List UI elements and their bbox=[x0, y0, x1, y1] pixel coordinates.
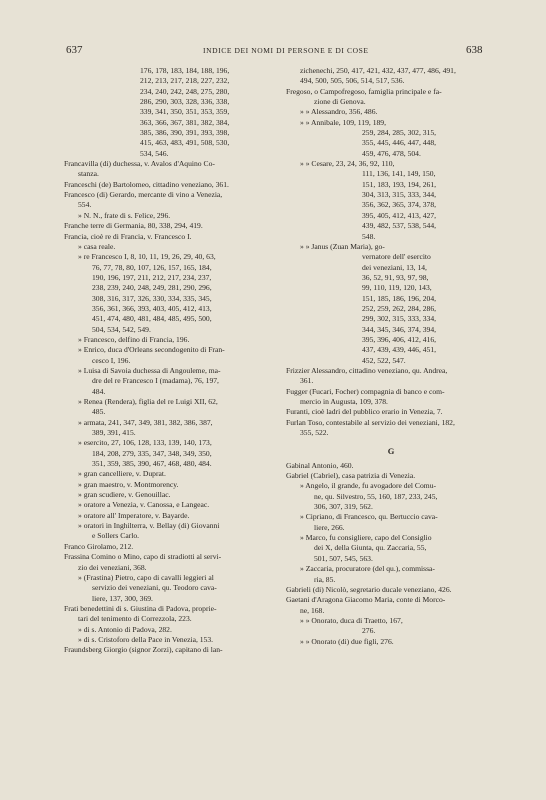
index-entry-line: Gabinal Antonio, 460. bbox=[286, 460, 354, 470]
index-entry-line: zione di Genova. bbox=[314, 97, 366, 107]
index-entry-line: Furanti, cioè ladri del pubblico erario in Venezia, 7. bbox=[286, 407, 443, 417]
index-entry-line: liere, 137, 300, 369. bbox=[92, 593, 153, 603]
index-entry-line: zio dei veneziani, 368. bbox=[78, 562, 147, 572]
index-entry-line: 534, 546. bbox=[140, 148, 169, 158]
index-entry-line: stanza. bbox=[78, 169, 99, 179]
index-entry-line: 494, 500, 505, 506, 514, 517, 536. bbox=[300, 76, 405, 86]
index-entry-line: » di s. Cristoforo della Pace in Venezia, 153. bbox=[78, 634, 214, 644]
index-entry-line: 344, 345, 346, 374, 394, bbox=[362, 324, 437, 334]
index-entry-line: 36, 52, 91, 93, 97, 98, bbox=[362, 272, 429, 282]
index-entry-line: » » Onorato, duca di Traetto, 167, bbox=[300, 615, 403, 625]
index-entry-line: 554. bbox=[78, 200, 92, 210]
index-entry-line: Franco Girolamo, 212. bbox=[64, 541, 134, 551]
left-page-number: 637 bbox=[66, 44, 83, 56]
index-entry-line: » Luisa di Savoia duchessa di Angouleme, ma- bbox=[78, 365, 221, 375]
index-entry-line: Frassina Comino o Mino, capo di stradiotti al servi- bbox=[64, 552, 222, 562]
index-entry-line: » Marco, fu consigliere, capo del Consiglio bbox=[300, 533, 432, 543]
index-entry-line: » Francesco, delfino di Francia, 196. bbox=[78, 334, 190, 344]
index-entry-line: » gran scudiere, v. Genouillac. bbox=[78, 490, 171, 500]
index-entry-line: 501, 507, 545, 563. bbox=[314, 553, 373, 563]
index-entry-line: » Enrico, duca d'Orleans secondogenito di Fran- bbox=[78, 345, 225, 355]
index-entry-line: ria, 85. bbox=[314, 574, 336, 584]
index-entry-line: 452, 522, 547. bbox=[362, 355, 406, 365]
index-entry-line: » » Janus (Zuan Maria), go- bbox=[300, 241, 385, 251]
index-entry-line: » casa reale. bbox=[78, 241, 116, 251]
index-entry-line: 439, 482, 537, 538, 544, bbox=[362, 221, 437, 231]
index-entry-line: » N. N., frate di s. Felice, 296. bbox=[78, 210, 171, 220]
index-entry-line: Gabriel (Cabriel), casa patrizia di Venezia. bbox=[286, 471, 416, 481]
index-entry-line: Fraundsberg Giorgio (signor Zorzi), capitano di lan- bbox=[64, 645, 223, 655]
index-entry-line: » » Alessandro, 356, 486. bbox=[300, 107, 378, 117]
index-entry-line: 151, 185, 186, 196, 204, bbox=[362, 293, 437, 303]
index-entry-line: 356, 361, 366, 393, 403, 405, 412, 413, bbox=[92, 303, 212, 313]
index-entry-line: 276. bbox=[362, 626, 376, 636]
index-entry-line: » » Annibale, 109, 119, 189, bbox=[300, 117, 386, 127]
index-entry-line: 385, 386, 390, 391, 393, 398, bbox=[140, 128, 230, 138]
index-entry-line: mercio in Augusta, 109, 378. bbox=[300, 397, 388, 406]
index-entry-line: 190, 196, 197, 211, 212, 217, 234, 237, bbox=[92, 272, 212, 282]
index-entry-line: » oratore all' Imperatore, v. Bayarde. bbox=[78, 510, 190, 520]
index-entry-line: » Angelo, il grande, fu avogadore del Comu- bbox=[300, 481, 437, 491]
index-entry-line: 111, 136, 141, 149, 150, bbox=[362, 169, 436, 179]
index-entry-line: » gran maestro, v. Montmorency. bbox=[78, 479, 179, 489]
left-index-column bbox=[64, 66, 270, 656]
index-entry-line: 395, 405, 412, 413, 427, bbox=[362, 210, 437, 220]
index-entry-line: zichenechi, 250, 417, 421, 432, 437, 477, 486, 491, bbox=[300, 66, 456, 75]
index-entry-line: 252, 259, 262, 284, 286, bbox=[362, 303, 437, 313]
index-entry-line: 548. bbox=[362, 231, 376, 241]
index-entry-line: 306, 307, 319, 562. bbox=[314, 502, 373, 512]
index-entry-line: ne, qu. Silvestro, 55, 160, 187, 233, 245, bbox=[314, 491, 438, 501]
index-entry-line: servizio dei veneziani, qu. Teodoro cava- bbox=[92, 583, 217, 593]
index-entry-line: Gaetani d'Aragona Giacomo Maria, conte di Morco- bbox=[286, 595, 446, 605]
index-entry-line: dre del re Francesco I (madama), 76, 197, bbox=[92, 376, 219, 386]
index-entry-line: dei X, della Giunta, qu. Zaccaria, 55, bbox=[314, 543, 427, 553]
g-entries bbox=[286, 461, 496, 647]
index-entry-line: Gabrieli (di) Nicolò, segretario ducale veneziano, 426. bbox=[286, 584, 452, 594]
index-entry-line: 451, 474, 480, 481, 484, 485, 495, 500, bbox=[92, 314, 212, 324]
index-entry-line: » re Francesco I, 8, 10, 11, 19, 26, 29, 40, 63, bbox=[78, 252, 216, 262]
index-entry-line: » Renea (Rendera), figlia del re Luigi XII, 62, bbox=[78, 397, 218, 406]
index-entry-line: » » Cesare, 23, 24, 36, 92, 110, bbox=[300, 159, 395, 169]
index-entry-line: » Zaccaria, procuratore (del qu.), commissa- bbox=[300, 564, 435, 574]
index-entry-line: 339, 341, 350, 351, 353, 359, bbox=[140, 107, 230, 117]
index-entry-line: 308, 316, 317, 326, 330, 334, 335, 345, bbox=[92, 293, 212, 303]
index-entry-line: 176, 178, 183, 184, 188, 196, bbox=[140, 66, 230, 75]
right-page-number: 638 bbox=[466, 44, 483, 56]
index-entry-line: » gran cancelliere, v. Duprat. bbox=[78, 469, 166, 479]
index-entry-line: Fugger (Fucari, Focher) compagnia di banco e com- bbox=[286, 386, 445, 396]
index-entry-line: dei veneziani, 13, 14, bbox=[362, 262, 427, 272]
index-entry-line: Frizzier Alessandro, cittadino veneziano, qu. Andrea, bbox=[286, 365, 448, 375]
index-entry-line: 356, 362, 365, 374, 378, bbox=[362, 200, 437, 210]
index-entry-line: » Cipriano, di Francesco, qu. Bertuccio cava- bbox=[300, 512, 438, 522]
index-entry-line: e Sollers Carlo. bbox=[92, 531, 140, 541]
index-entry-line: liere, 266. bbox=[314, 522, 345, 532]
index-entry-line: Francia, cioè re di Francia, v. Francesco I. bbox=[64, 231, 192, 241]
index-entry-line: 395, 396, 406, 412, 416, bbox=[362, 334, 437, 344]
index-entry-line: Furlan Toso, contestabile al servizio dei veneziani, 182, bbox=[286, 417, 455, 427]
index-entry-line: 504, 534, 542, 549. bbox=[92, 324, 151, 334]
right-index-column bbox=[286, 66, 496, 647]
index-entry-line: 238, 239, 240, 248, 249, 281, 290, 296, bbox=[92, 283, 212, 293]
index-entry-line: 76, 77, 78, 80, 107, 126, 157, 165, 184, bbox=[92, 262, 212, 272]
index-entry-line: 437, 439, 439, 446, 451, bbox=[362, 345, 437, 355]
index-entry-line: 259, 284, 285, 302, 315, bbox=[362, 128, 437, 138]
index-entry-line: Frati benedettini di s. Giustina di Padova, proprie- bbox=[64, 603, 217, 613]
section-letter-g: G bbox=[387, 446, 395, 457]
index-entry-line: 355, 445, 446, 447, 448, bbox=[362, 138, 437, 148]
index-entry-line: Franche terre di Germania, 80, 338, 294, 419. bbox=[64, 221, 203, 231]
index-entry-line: 484. bbox=[92, 386, 106, 396]
index-entry-line: 351, 359, 385, 390, 467, 468, 480, 484. bbox=[92, 459, 212, 469]
index-entry-line: Franceschi (de) Bartolomeo, cittadino veneziano, 361. bbox=[64, 179, 229, 189]
page-header bbox=[0, 44, 546, 60]
running-title: INDICE DEI NOMI DI PERSONE E DI COSE bbox=[203, 46, 369, 55]
index-entry-line: » esercito, 27, 106, 128, 133, 139, 140, 173, bbox=[78, 438, 212, 448]
index-entry-line: Francavilla (di) duchessa, v. Avalos d'Aquino Co- bbox=[64, 159, 215, 169]
index-entry-line: 184, 208, 279, 335, 347, 348, 349, 350, bbox=[92, 448, 212, 458]
index-entry-line: 304, 313, 315, 333, 344, bbox=[362, 190, 437, 200]
index-entry-line: Francesco (di) Gerardo, mercante di vino a Venezia, bbox=[64, 190, 223, 200]
index-entry-line: » » Onorato (di) due figli, 276. bbox=[300, 636, 394, 646]
index-entry-line: 485. bbox=[92, 407, 106, 417]
f-entries bbox=[286, 66, 496, 438]
index-entry-line: 151, 183, 193, 194, 261, bbox=[362, 179, 437, 189]
index-entry-line: » (Frastina) Pietro, capo di cavalli leggieri al bbox=[78, 572, 214, 582]
index-entry-line: 234, 240, 242, 248, 275, 280, bbox=[140, 86, 230, 96]
index-entry-line: 361. bbox=[300, 376, 314, 386]
index-entry-line: Fregoso, o Campofregoso, famiglia principale e fa- bbox=[286, 86, 442, 96]
index-entry-line: 99, 110, 119, 120, 143, bbox=[362, 283, 432, 293]
index-entry-line: » armata, 241, 347, 349, 381, 382, 386, 387, bbox=[78, 417, 213, 427]
index-entry-line: tari del tenimento di Correzzola, 223. bbox=[78, 614, 192, 624]
index-entry-line: 415, 463, 483, 491, 508, 530, bbox=[140, 138, 230, 148]
index-entry-line: 459, 476, 478, 504. bbox=[362, 148, 421, 158]
index-entry-line: cesco I, 196. bbox=[92, 355, 131, 365]
index-entry-line: ne, 168. bbox=[300, 605, 325, 615]
index-entry-line: 286, 290, 303, 328, 336, 338, bbox=[140, 97, 230, 107]
index-entry-line: 389, 391, 415. bbox=[92, 428, 136, 438]
index-entry-line: » oratori in Inghilterra, v. Bellay (di) Giovanni bbox=[78, 521, 220, 531]
index-entry-line: 363, 366, 367, 381, 382, 384, bbox=[140, 117, 230, 127]
index-entry-line: » di s. Antonio di Padova, 282. bbox=[78, 624, 172, 634]
index-entry-line: 299, 302, 315, 333, 334, bbox=[362, 314, 437, 324]
index-entry-line: 212, 213, 217, 218, 227, 232, bbox=[140, 76, 230, 86]
index-entry-line: » oratore a Venezia, v. Canossa, e Langeac. bbox=[78, 500, 210, 510]
index-entry-line: vernatore dell' esercito bbox=[362, 252, 431, 262]
index-entry-line: 355, 522. bbox=[300, 428, 329, 438]
